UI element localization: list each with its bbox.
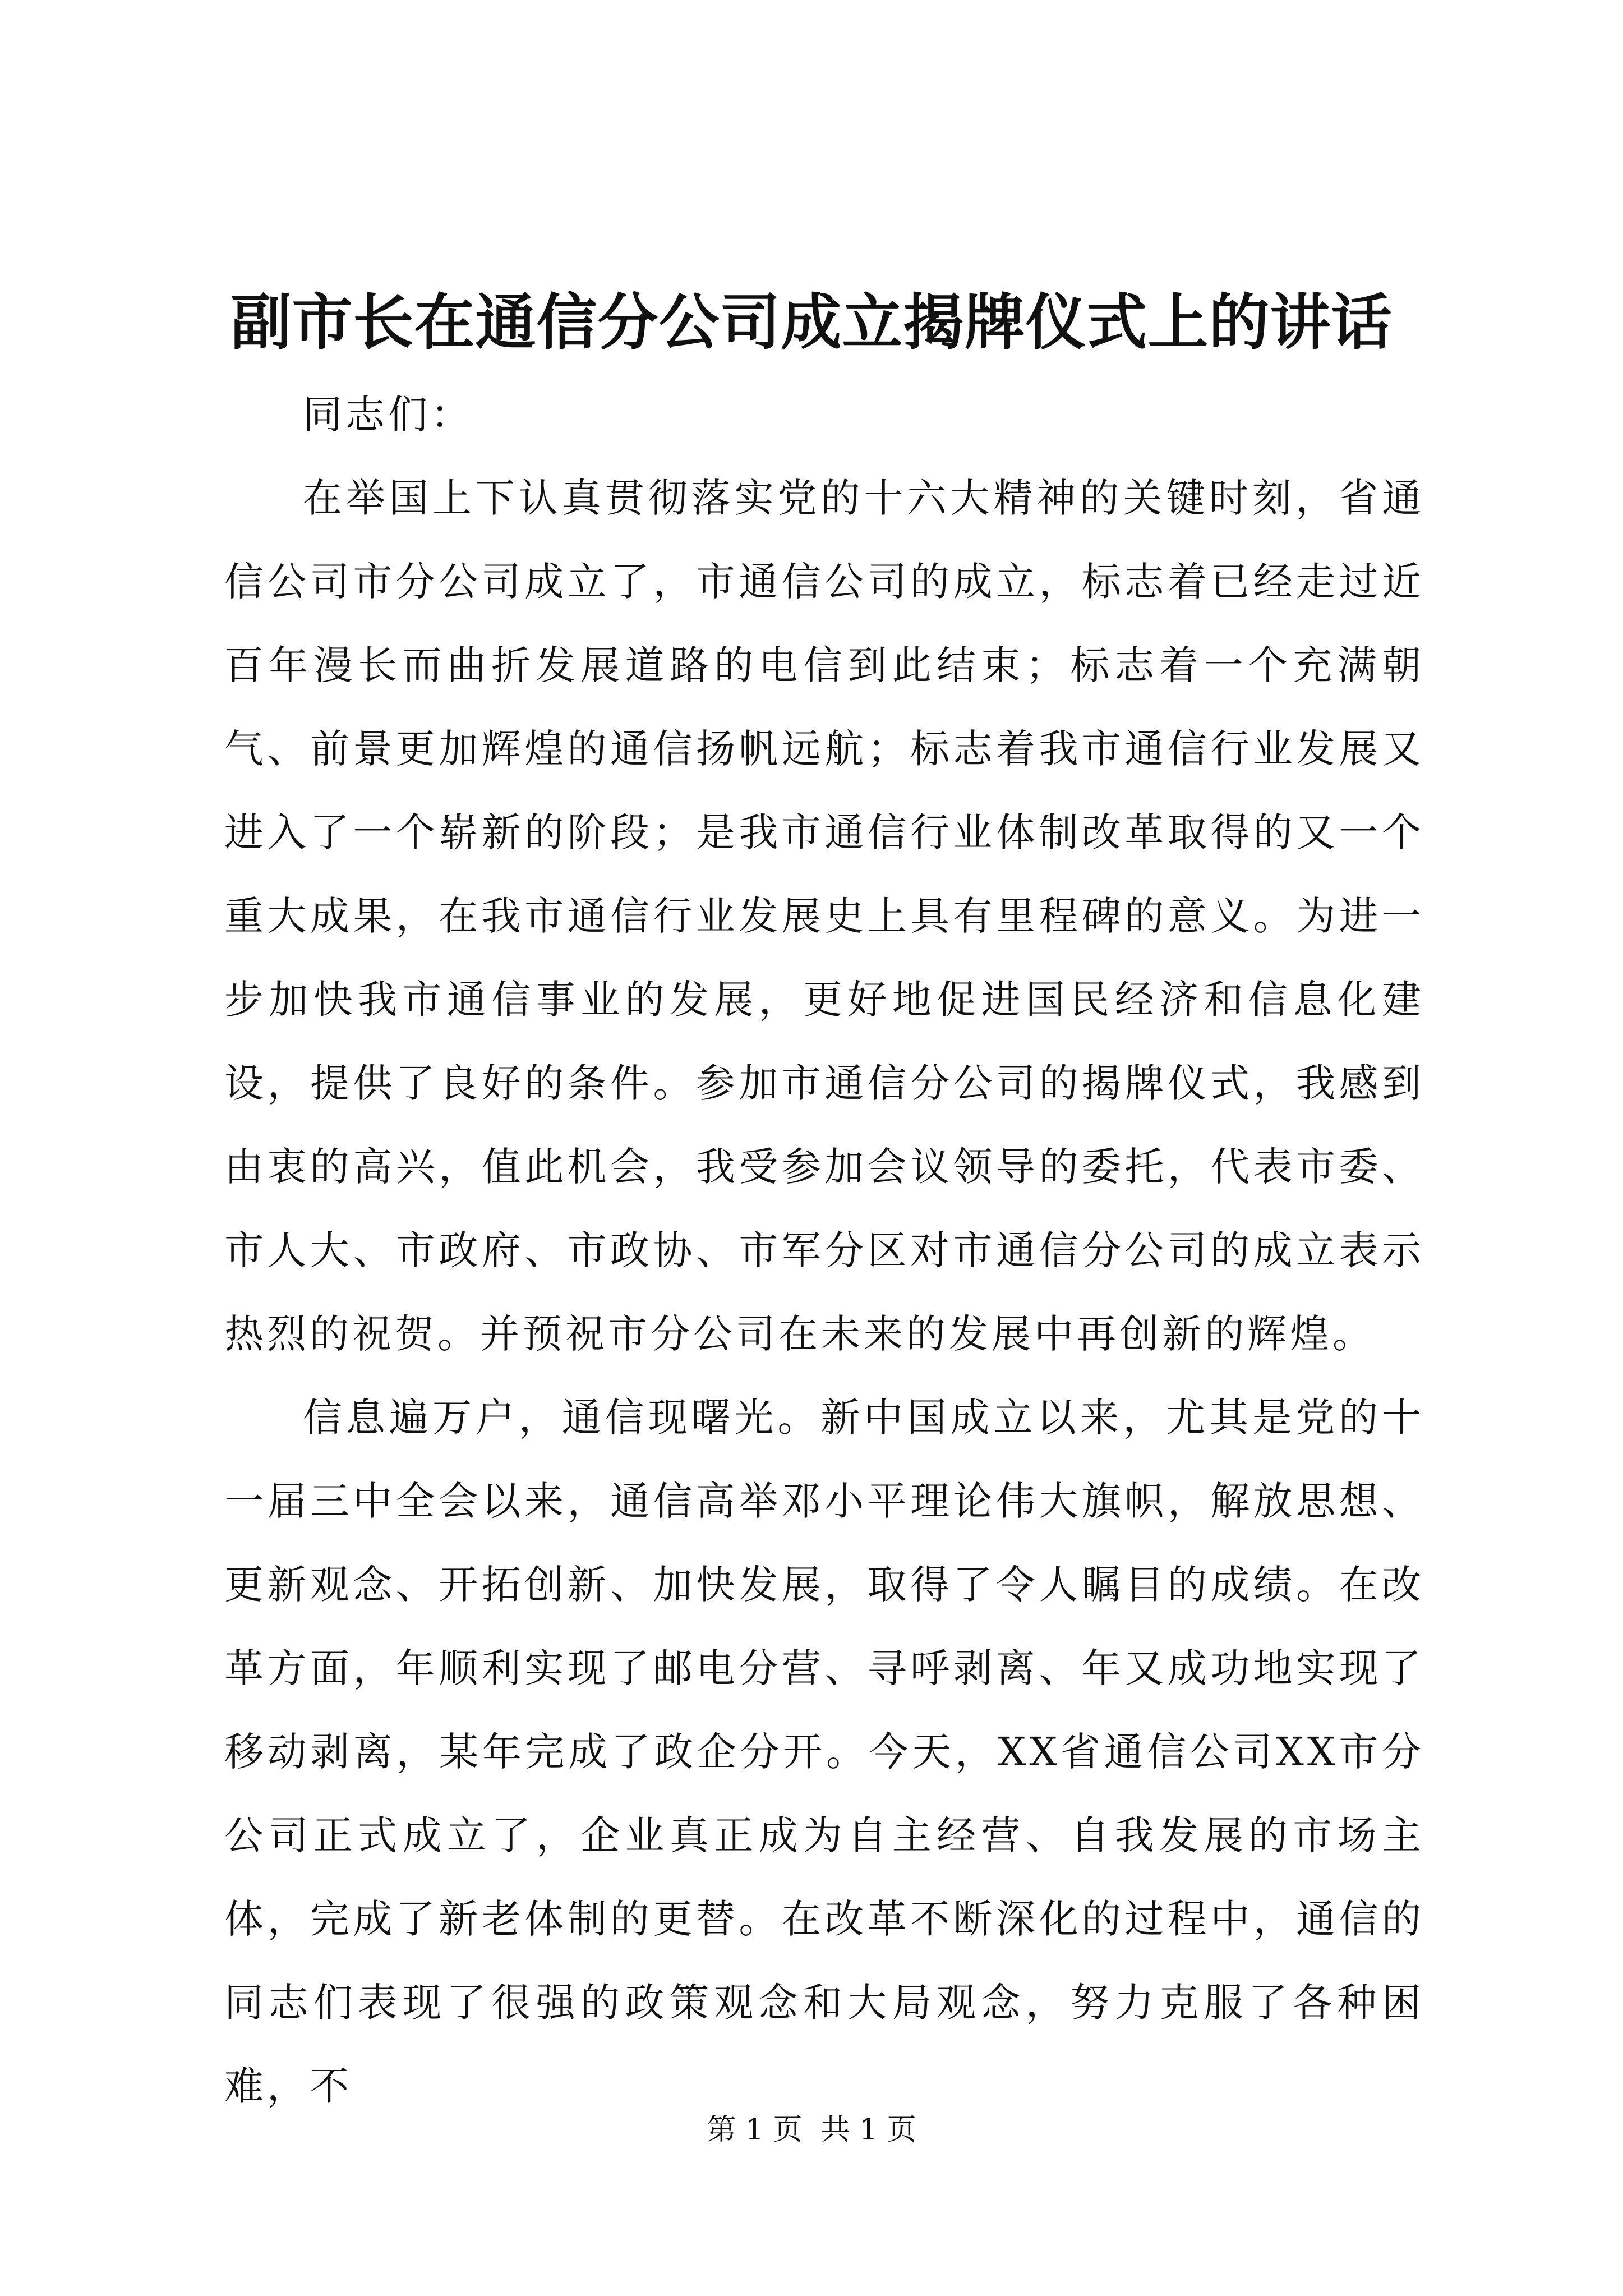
page-number-current: 第 1 页	[707, 2113, 803, 2147]
paragraph-salutation: 同志们：	[303, 392, 473, 438]
paragraph-1: 在举国上下认真贯彻落实党的十六大精神的关键时刻，省通信公司市分公司成立了，市通信公司的成立，标志着已经走过近百年漫长而曲折发展道路的电信到此结束；标志着一个充满朝气、前景更加辉煌的通信扬帆远航；标志着我市通信行业发展又进入了一个崭新的阶段；是我市通信行业体制改革取得的又一个重大成果，在我市通信行业发展史上具有里程碑的意义。为进一步加快我市通信事业的发展，更好地促进国民经济和信息化建设，提供了良好的条件。参加市通信分公司的揭牌仪式，我感到由衷的高兴，值此机会，我受参加会议领导的委托，代表市委、市人大、市政府、市政协、市军分区对市通信分公司的成立表示热烈的祝贺。并预祝市分公司在未来的发展中再创新的辉煌。	[224, 475, 1424, 1357]
paragraph-2: 信息遍万户，通信现曙光。新中国成立以来，尤其是党的十一届三中全会以来，通信高举邓小平理论伟大旗帜，解放思想、更新观念、开拓创新、加快发展，取得了令人瞩目的成绩。在改革方面，年顺利实现了邮电分营、寻呼剥离、年又成功地实现了移动剥离，某年完成了政企分开。今天，XX省通信公司XX市分公司正式成立了，企业真正成为自主经营、自我发展的市场主体，完成了新老体制的更替。在改革不断深化的过程中，通信的同志们表现了很强的政策观念和大局观念，努力克服了各种困难，不	[224, 1395, 1424, 2109]
page-footer	[0, 2110, 1623, 2150]
document-title: 副市长在通信分公司成立揭牌仪式上的讲话	[230, 287, 1393, 358]
page-number-total: 共 1 页	[820, 2113, 916, 2147]
document-body	[224, 373, 1424, 2128]
